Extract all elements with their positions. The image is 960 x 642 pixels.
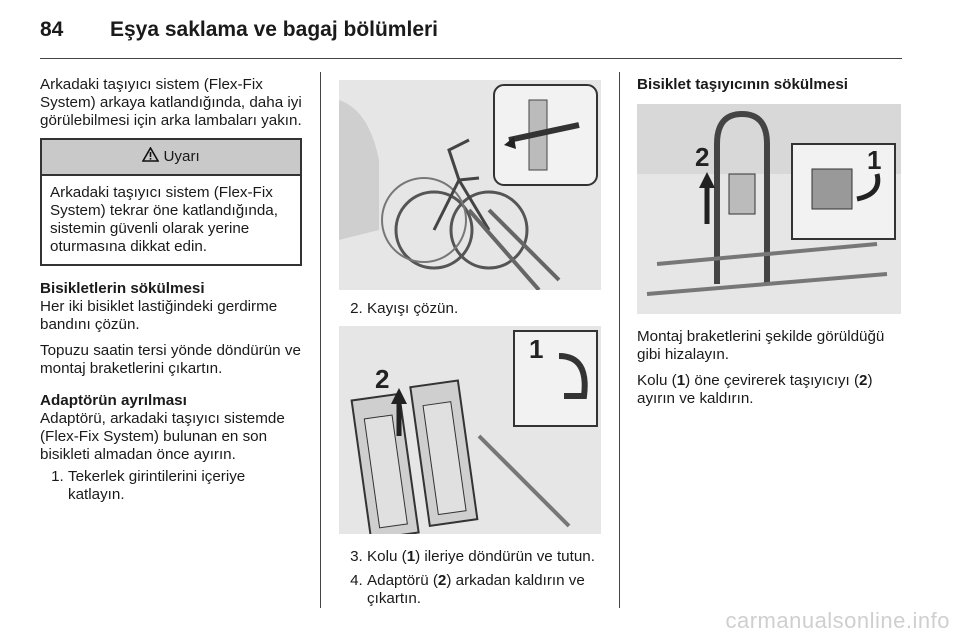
carrier-p2: [637, 372, 901, 408]
step-3-pre: Kolu (: [367, 548, 407, 565]
fig2-label-1: 1: [529, 334, 544, 364]
watermark: carmanualsonline.info: [725, 608, 950, 633]
warning-header: [42, 140, 300, 176]
column-1: [40, 76, 302, 510]
column-2: [339, 80, 601, 614]
steps-list-2: [339, 300, 601, 318]
column-divider-2: [619, 72, 620, 608]
step-3-post: ) ileriye döndürün ve tutun.: [415, 548, 595, 565]
carrier-p2-num2: 2: [859, 372, 868, 389]
figure-adapter: [339, 326, 601, 534]
carrier-p2-post: ) ayırın ve kaldırın.: [637, 372, 873, 407]
step-4-post: ) arkadan kaldırın ve çıkartın.: [367, 572, 585, 607]
carrier-p1: Montaj braketlerini şekilde görüldüğü gibi hizalayın.: [637, 328, 885, 363]
adapter-steps-list: [40, 468, 302, 504]
figure-bike-carrier: [339, 80, 601, 290]
figure-carrier-removal: [637, 104, 901, 314]
fig3-label-2: 2: [695, 142, 710, 172]
steps-list-3: [339, 548, 601, 608]
intro-text: Arkadaki taşıyıcı sistem (Flex-Fix System) arkaya katlandığında, daha iyi görülebilmesi için arka lambaları yakın.: [40, 76, 302, 129]
warning-box: [40, 138, 302, 266]
section-heading-carrier: Bisiklet taşıyıcının sökülmesi: [637, 76, 849, 93]
step-2: 2. Kayışı çözün.: [367, 300, 601, 318]
column-3: [637, 76, 901, 416]
fig3-label-1: 1: [867, 145, 882, 175]
warning-title: Uyarı: [163, 148, 200, 165]
step-4: [367, 572, 601, 608]
section-adapter-p1: Adaptörü, arkadaki taşıyıcı sistemde (Flex-Fix System) bulunan en son bisikleti almadan önce ayırın.: [40, 410, 285, 463]
step-4-pre: Adaptörü (: [367, 572, 438, 589]
warning-body: Arkadaki taşıyıcı sistem (Flex-Fix System) tekrar öne katlandığında, sistemin güvenli olarak yerine oturmasına dikkat edin.: [50, 184, 278, 255]
carrier-p2-pre: Kolu (: [637, 372, 677, 389]
warning-triangle-icon: [142, 147, 159, 162]
page-header: [40, 18, 438, 48]
column-divider-1: [320, 72, 321, 608]
page-title: Eşya saklama ve bagaj bölümleri: [110, 18, 439, 41]
step-4-num: 2: [437, 572, 447, 589]
section-heading-adapter: Adaptörün ayrılması: [40, 392, 187, 409]
header-rule: [40, 58, 902, 59]
step-3-num: 1: [406, 548, 416, 565]
section-bikes-p2: Topuzu saatin tersi yönde döndürün ve montaj braketlerini çıkartın.: [40, 342, 301, 377]
fig2-label-2: 2: [375, 364, 390, 394]
section-bikes-p1: Her iki bisiklet lastiğindeki gerdirme bandını çözün.: [40, 298, 278, 333]
carrier-p2-num1: 1: [676, 372, 686, 389]
page-number: 84: [40, 18, 64, 41]
step-3: [367, 548, 601, 566]
carrier-p2-mid: ) öne çevirerek taşıyıcıyı (: [685, 372, 860, 389]
section-heading-bikes: Bisikletlerin sökülmesi: [40, 280, 205, 297]
step-1: 1. Tekerlek girintilerini içeriye katlayın.: [68, 468, 302, 504]
